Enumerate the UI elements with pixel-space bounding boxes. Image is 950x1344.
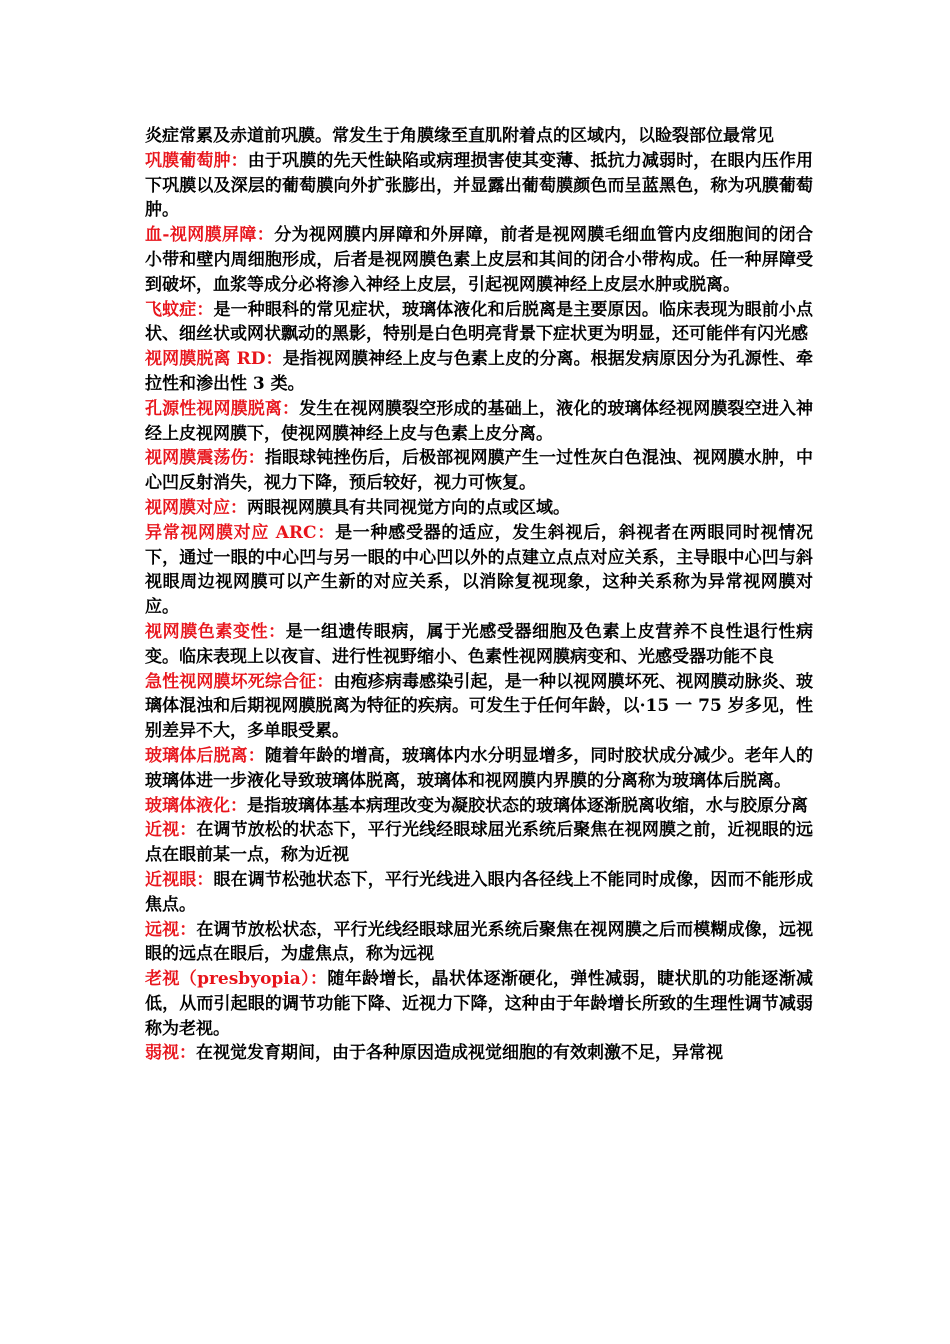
definition-text: 在调节放松状态，平行光线经眼球屈光系统后聚焦在视网膜之后而模糊成像，远视眼的远点在眼后，为虚焦点，称为远视 bbox=[145, 919, 814, 965]
definition-term: 视网膜对应： bbox=[145, 497, 247, 518]
definition-entry bbox=[145, 223, 813, 297]
definition-text: 由于巩膜的先天性缺陷或病理损害使其变薄、抵抗力减弱时，在眼内压作用下巩膜以及深层的葡萄膜向外扩张膨出，并显露出葡萄膜颜色而呈蓝黑色，称为巩膜葡萄肿。 bbox=[145, 150, 814, 221]
definition-entry bbox=[145, 967, 813, 1041]
definition-entry bbox=[145, 1041, 813, 1066]
definition-term: 血-视网膜屏障： bbox=[145, 225, 275, 246]
definition-text: 是指玻璃体基本病理改变为凝胶状态的玻璃体逐渐脱离收缩，水与胶原分离 bbox=[247, 795, 808, 816]
definition-entry bbox=[145, 496, 813, 521]
definition-entry bbox=[145, 818, 813, 868]
definition-text: 是一种感受器的适应，发生斜视后，斜视者在两眼同时视情况下，通过一眼的中心凹与另一眼的中心凹以外的点建立点点对应关系，主导眼中心凹与斜视眼周边视网膜可以产生新的对应关系，以消除复视现象，这种关系称为异常视网膜对应。 bbox=[145, 522, 813, 618]
definition-term: 飞蚊症： bbox=[145, 299, 214, 320]
definition-entry bbox=[145, 149, 813, 223]
definition-entry bbox=[145, 347, 813, 397]
definition-term: 视网膜色素变性： bbox=[145, 621, 286, 642]
definition-entry bbox=[145, 446, 813, 496]
definition-text: 在视觉发育期间，由于各种原因造成视觉细胞的有效刺激不足，异常视 bbox=[196, 1043, 723, 1064]
definition-entry bbox=[145, 521, 813, 620]
definition-text: 是指视网膜神经上皮与色素上皮的分离。根据发病原因分为孔源性、牵拉性和渗出性 3 类。 bbox=[145, 349, 814, 394]
definition-text: 发生在视网膜裂空形成的基础上，液化的玻璃体经视网膜裂空进入神经上皮视网膜下，使视网膜神经上皮与色素上皮分离。 bbox=[145, 398, 814, 444]
definition-term: 老视（presbyopia）： bbox=[145, 969, 328, 990]
definition-entry bbox=[145, 298, 813, 348]
definition-term: 近视眼： bbox=[145, 869, 214, 890]
definition-entry bbox=[145, 744, 813, 794]
definition-term: 巩膜葡萄肿： bbox=[145, 150, 248, 171]
definition-term: 异常视网膜对应 ARC： bbox=[145, 522, 336, 543]
definition-term: 急性视网膜坏死综合征： bbox=[145, 671, 334, 692]
definition-term: 玻璃体后脱离： bbox=[145, 745, 265, 766]
definition-entry bbox=[145, 918, 813, 968]
definition-text: 随年龄增长，晶状体逐渐硬化，弹性减弱，睫状肌的功能逐渐减低，从而引起眼的调节功能下降、近视力下降，这种由于年龄增长所致的生理性调节减弱称为老视。 bbox=[145, 969, 813, 1039]
definition-text: 是一种眼科的常见症状，玻璃体液化和后脱离是主要原因。临床表现为眼前小点状、细丝状或网状飘动的黑影，特别是白色明亮背景下症状更为明显，还可能伴有闪光感 bbox=[145, 299, 814, 345]
definition-term: 玻璃体液化： bbox=[145, 795, 247, 816]
definition-text: 在调节放松的状态下，平行光线经眼球屈光系统后聚焦在视网膜之前，近视眼的远点在眼前某一点，称为近视 bbox=[145, 820, 814, 866]
definition-text: 指眼球钝挫伤后，后极部视网膜产生一过性灰白色混浊、视网膜水肿，中心凹反射消失，视力下降，预后较好，视力可恢复。 bbox=[145, 448, 813, 494]
definition-entry bbox=[145, 670, 813, 744]
lead-paragraph: 炎症常累及赤道前巩膜。常发生于角膜缘至直肌附着点的区域内，以睑裂部位最常见 bbox=[145, 126, 774, 146]
definition-list bbox=[145, 149, 813, 1066]
definition-term: 远视： bbox=[145, 919, 197, 940]
definition-term: 孔源性视网膜脱离： bbox=[145, 398, 300, 419]
definition-text: 眼在调节松弛状态下，平行光线进入眼内各径线上不能同时成像，因而不能形成焦点。 bbox=[145, 869, 814, 915]
definition-text: 由疱疹病毒感染引起，是一种以视网膜坏死、视网膜动脉炎、玻璃体混浊和后期视网膜脱离为特征的疾病。可发生于任何年龄，以·15 一 75 岁多见，性别差异不大，多单眼受累。 bbox=[145, 671, 814, 742]
definition-term: 弱视： bbox=[145, 1043, 196, 1064]
definition-entry bbox=[145, 620, 813, 670]
definition-text: 两眼视网膜具有共同视觉方向的点或区域。 bbox=[247, 497, 570, 518]
definition-term: 视网膜震荡伤： bbox=[145, 448, 265, 469]
definition-text: 分为视网膜内屏障和外屏障，前者是视网膜毛细血管内皮细胞间的闭合小带和壁内周细胞形成，后者是视网膜色素上皮层和其间的闭合小带构成。任一种屏障受到破坏，血浆等成分必将渗入神经上皮层，引起视网膜神经上皮层水肿或脱离。 bbox=[145, 225, 813, 295]
definition-text: 随着年龄的增高，玻璃体内水分明显增多，同时胶状成分减少。老年人的玻璃体进一步液化导致玻璃体脱离，玻璃体和视网膜内界膜的分离称为玻璃体后脱离。 bbox=[145, 745, 813, 791]
definition-text: 是一组遗传眼病，属于光感受器细胞及色素上皮营养不良性退行性病变。临床表现上以夜盲、进行性视野缩小、色素性视网膜病变和、光感受器功能不良 bbox=[145, 621, 814, 667]
definition-entry bbox=[145, 868, 813, 918]
definition-term: 近视： bbox=[145, 820, 197, 841]
definition-entry bbox=[145, 397, 813, 447]
definition-term: 视网膜脱离 RD： bbox=[145, 349, 283, 370]
document-body bbox=[145, 124, 813, 1066]
definition-entry bbox=[145, 794, 813, 819]
